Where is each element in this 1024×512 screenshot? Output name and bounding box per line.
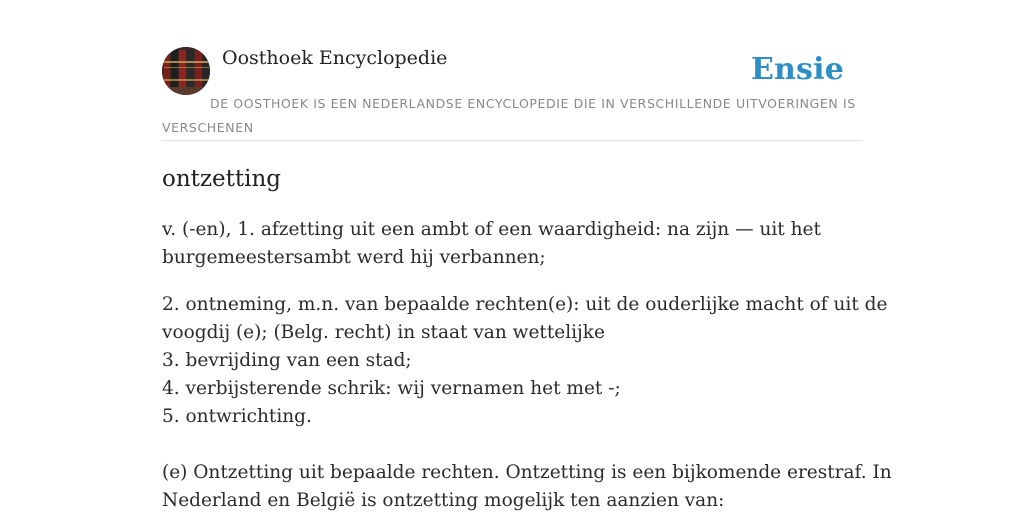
ensie-logo[interactable]: Ensie	[750, 52, 844, 87]
definition-paragraph	[162, 216, 852, 272]
sense-line: 3. bevrijding van een stad;	[162, 350, 412, 371]
site-title-link[interactable]: Oosthoek Encyclopedie	[222, 47, 448, 69]
legal-note-line: Nederland en België is ontzetting mogelijk ten aanzien van:	[162, 490, 725, 511]
site-tagline: DE OOSTHOEK IS EEN NEDERLANDSE ENCYCLOPEDIE DIE IN VERSCHILLENDE UITVOERINGEN IS VERSCHENEN	[162, 96, 856, 135]
legal-note-paragraph	[162, 459, 892, 512]
definition-line: v. (-en), 1. afzetting uit een ambt of een waardigheid: na zijn — uit het	[162, 219, 821, 240]
sense-line: voogdij (e); (Belg. recht) in staat van wettelijke	[162, 322, 605, 343]
books-image	[162, 47, 210, 95]
legal-note-line: (e) Ontzetting uit bepaalde rechten. Ontzetting is een bijkomende erestraf. In	[162, 462, 892, 483]
sense-line: 4. verbijsterende schrik: wij vernamen het met -;	[162, 378, 621, 399]
definition-line: burgemeestersambt werd hij verbannen;	[162, 247, 546, 268]
senses-paragraph	[162, 291, 888, 431]
page-title: ontzetting	[162, 166, 282, 192]
sense-line: 5. ontwrichting.	[162, 406, 312, 427]
entry-content	[162, 216, 892, 512]
encyclopedia-avatar-icon[interactable]	[162, 47, 210, 95]
site-header	[162, 46, 862, 141]
sense-line: 2. ontneming, m.n. van bepaalde rechten(e): uit de ouderlijke macht of uit de	[162, 294, 888, 315]
